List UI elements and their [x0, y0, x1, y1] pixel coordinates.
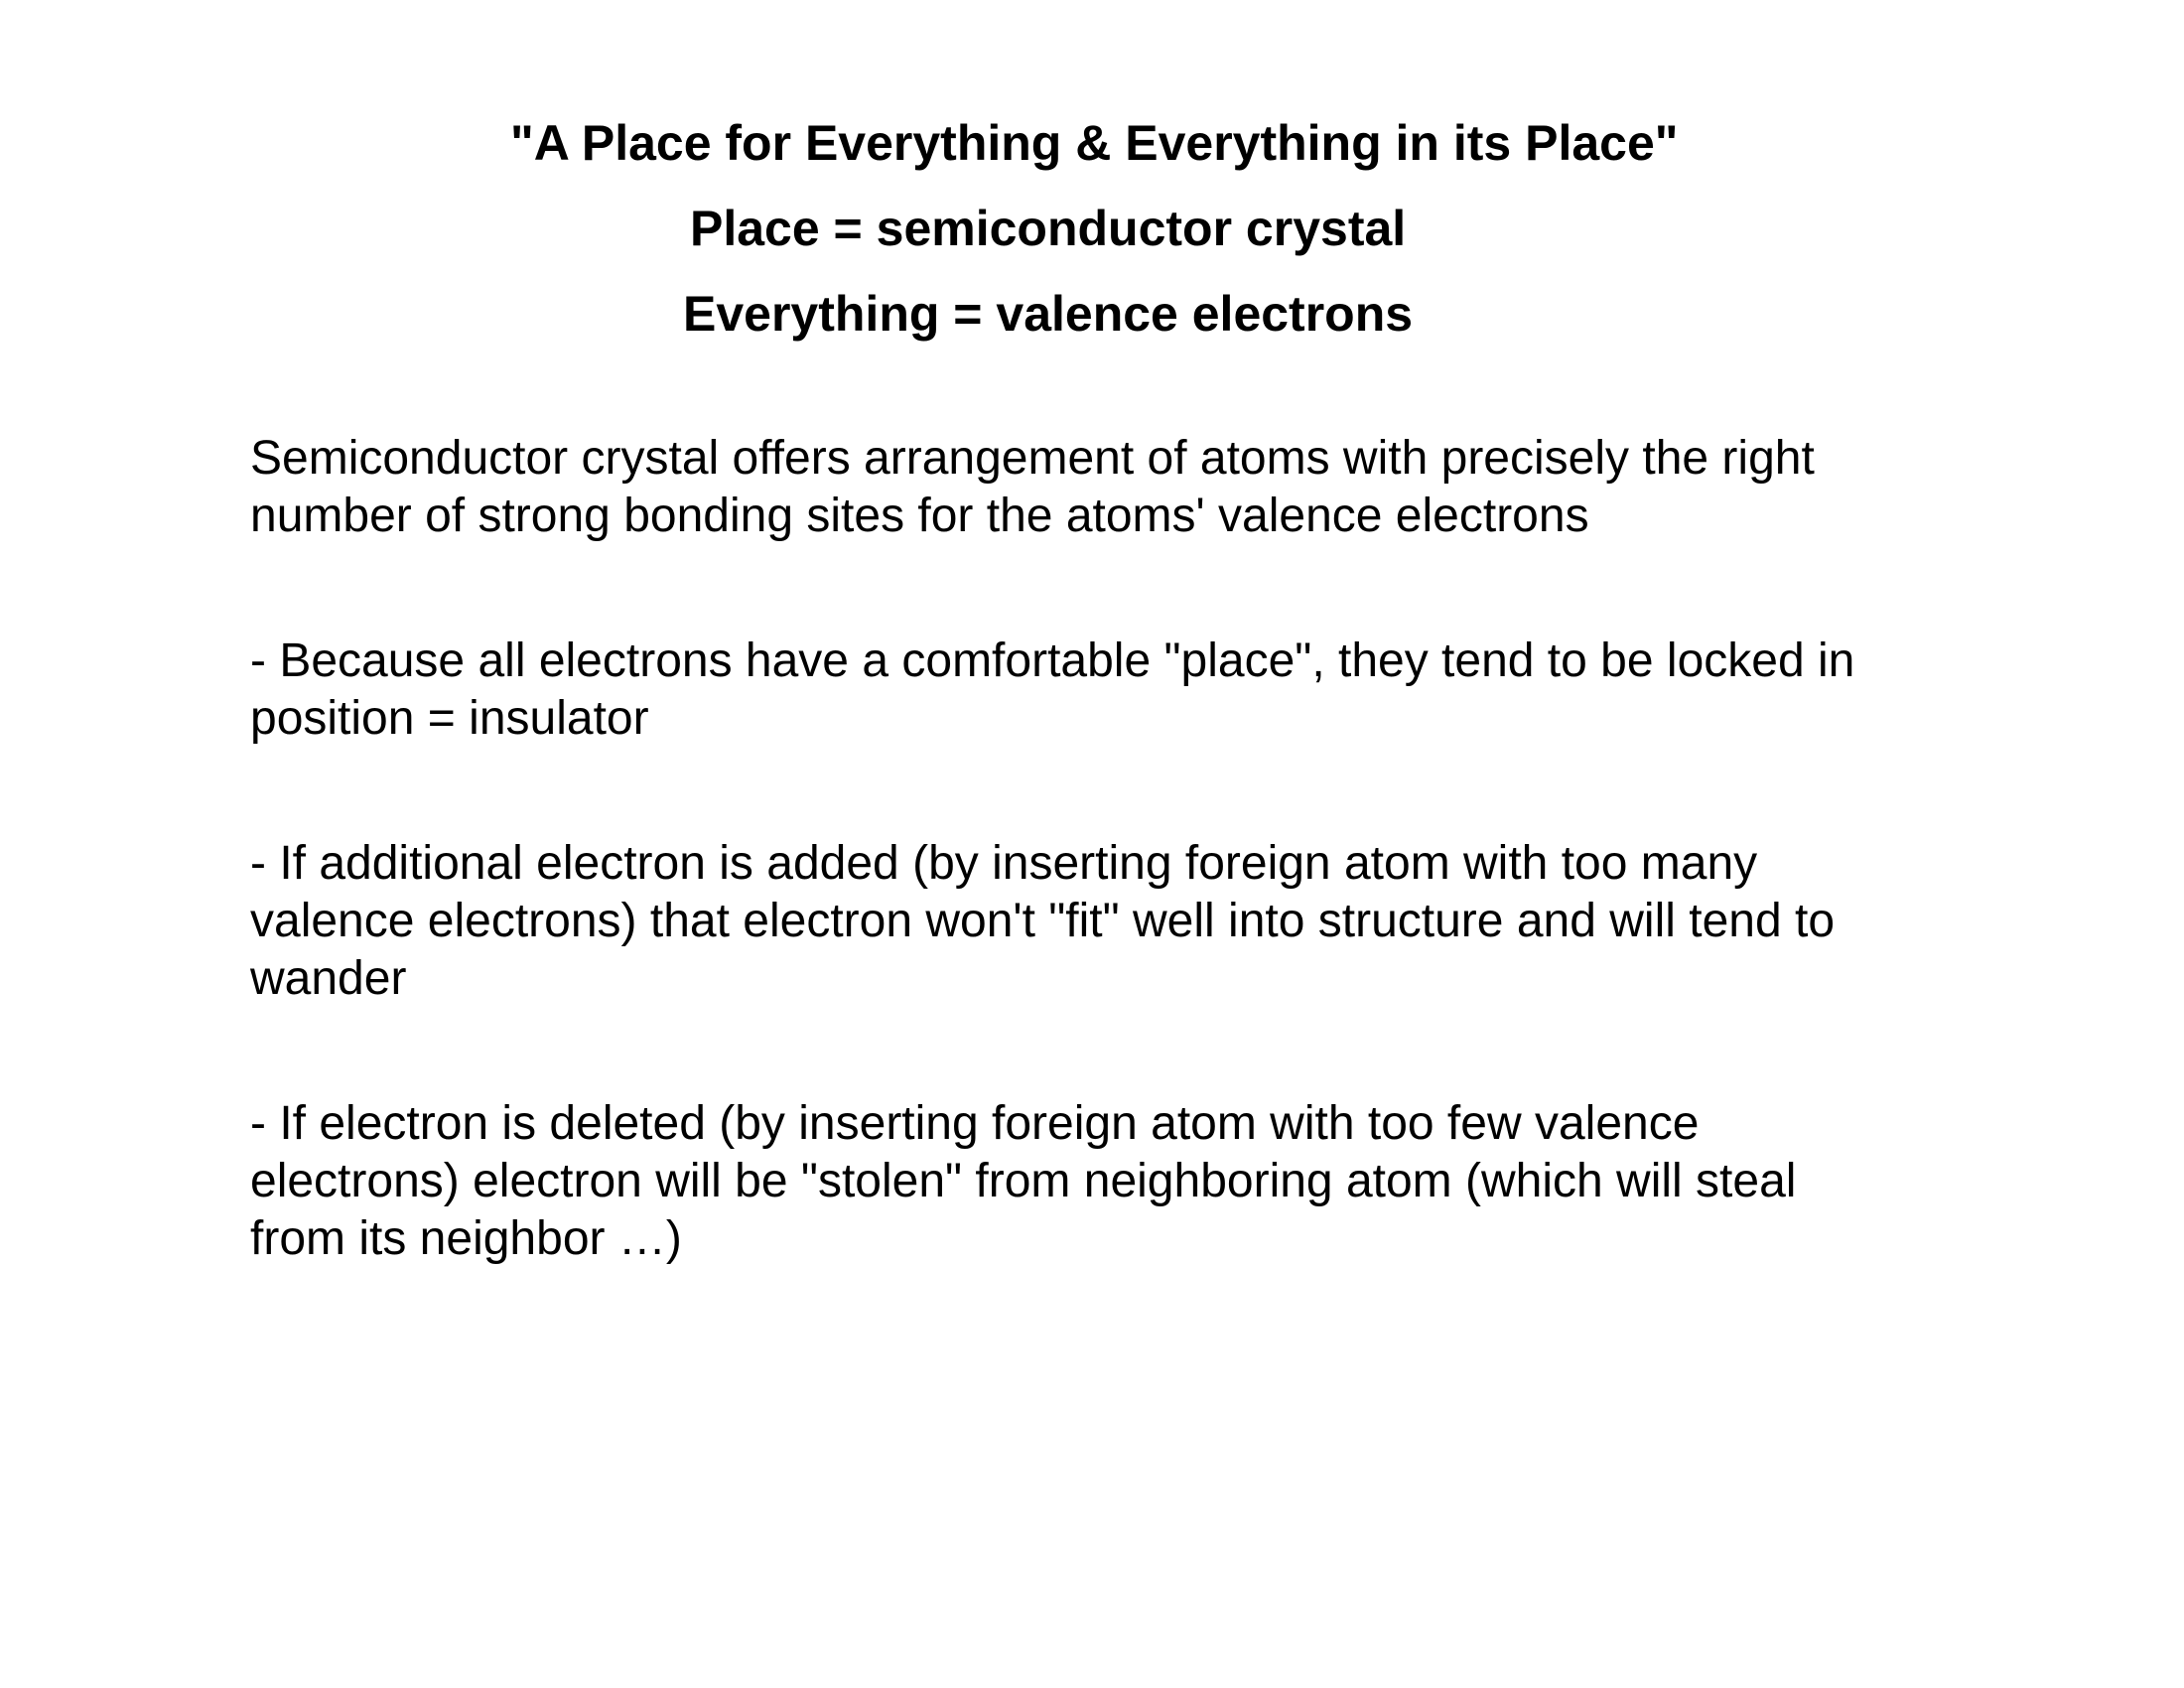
text-line: Semiconductor crystal offers arrangement of atoms with precisely the right: [250, 432, 1815, 485]
bullet-insulator: [250, 633, 2037, 748]
page-title: "A Place for Everything & Everything in its Place": [510, 115, 1679, 171]
bullet-added-electron: [250, 835, 2037, 1008]
bullet-deleted-electron: [250, 1095, 2037, 1268]
intro-paragraph: [250, 430, 2037, 545]
text-line: electrons) electron will be "stolen" from neighboring atom (which will steal: [250, 1155, 1797, 1207]
text-line: - Because all electrons have a comfortable "place", they tend to be locked in: [250, 634, 1855, 687]
text-line: position = insulator: [250, 692, 649, 745]
text-line: wander: [250, 952, 407, 1005]
text-line: from its neighbor …): [250, 1212, 682, 1265]
text-line: number of strong bonding sites for the atoms' valence electrons: [250, 490, 1589, 542]
subtitle-everything: Everything = valence electrons: [683, 286, 1414, 342]
text-line: - If electron is deleted (by inserting foreign atom with too few valence: [250, 1097, 1700, 1150]
text-line: - If additional electron is added (by inserting foreign atom with too many: [250, 837, 1758, 890]
subtitle-place: Place = semiconductor crystal: [690, 201, 1407, 256]
text-line: valence electrons) that electron won't "fit" well into structure and will tend to: [250, 895, 1836, 947]
